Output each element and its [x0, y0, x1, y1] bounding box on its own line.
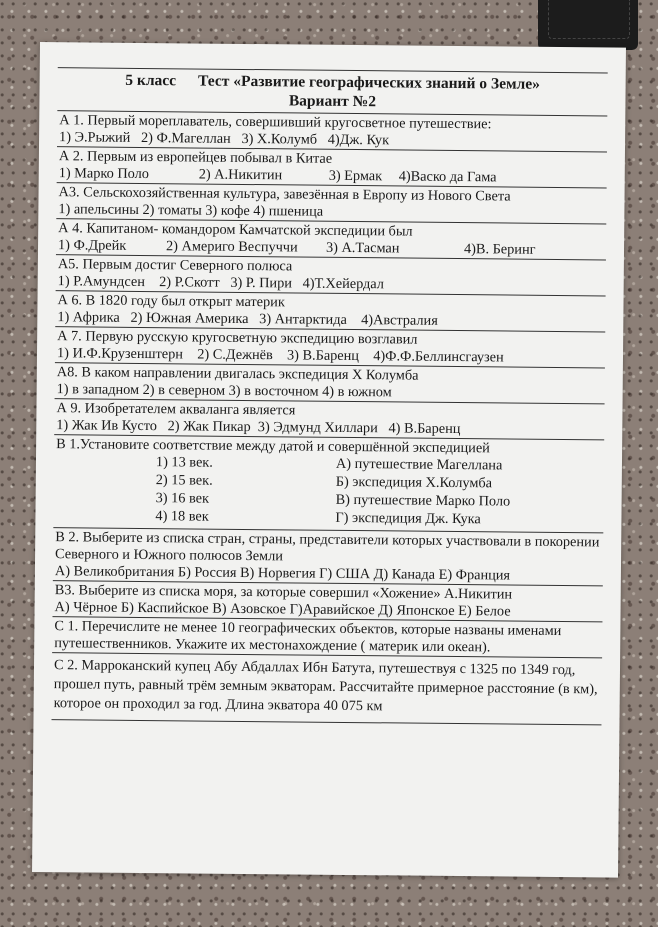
match-left: 2) 15 век. [155, 472, 213, 489]
question-text: А 4. Капитаном- командором Камчатской экспедиции был [58, 220, 413, 240]
option: 4)В. Беринг [463, 241, 536, 258]
option: 4) В.Баренц [388, 420, 461, 438]
question-text: А 9. Изобретателем акваланга является [56, 400, 296, 419]
option: 1) Жак Ив Кусто [56, 417, 158, 435]
option: 3) Эдмунд Хиллари [257, 419, 378, 437]
option: 1) апельсины 2) томаты 3) кофе 4) пшеница [58, 201, 324, 220]
question-c2 [52, 652, 603, 718]
answer-options: А) Чёрное Б) Каспийское В) Азовское Г)Аравийское Д) Японское Е) Белое [54, 599, 511, 620]
question-text: С 1. Перечислите не менее 10 географических объектов, которые названы именами путешественников. Укажите их местонахождение ( материк или океан). [54, 618, 562, 656]
option: 3) Ермак [328, 167, 383, 185]
question-c1 [52, 616, 602, 657]
match-left: 3) 16 век [155, 490, 210, 507]
question-a1 [57, 110, 607, 151]
matching-table [55, 453, 602, 532]
option: 4)Ф.Ф.Беллинсгаузен [373, 348, 504, 366]
answer-options: А) Великобритания Б) Россия В) Норвегия Г) США Д) Канада Е) Франция [54, 563, 511, 584]
question-text: А5. Первым достиг Северного полюса [57, 256, 293, 275]
option: 1) Ф.Дрейк [57, 237, 127, 254]
question-a5 [56, 254, 606, 295]
question-text: В 2. Выберите из списка стран, страны, представители которых участвовали в покорении Северного и Южного полюсов Земли [55, 529, 600, 565]
option: 1) в западном 2) в северном 3) в восточном 4) в южном [56, 381, 392, 401]
option: 4)Васко да Гама [398, 168, 497, 186]
question-text: В3. Выберите из списка моря, за которые совершил «Хожение» А.Никитин [54, 582, 513, 603]
option: 1) Марко Поло [58, 165, 150, 183]
option: 1) И.Ф.Крузенштерн [56, 345, 184, 363]
question-text: А 7. Первую русскую кругосветную экспедицию возглавил [57, 328, 418, 348]
option: 2) Жак Пикар [167, 418, 251, 436]
option: 4)Т.Хейердал [302, 275, 385, 293]
option: 3) А.Тасман [325, 239, 400, 257]
question-text: А8. В каком направлении двигалась экспедиция Х Колумба [56, 364, 419, 384]
question-b3 [52, 580, 602, 621]
strap-stitching [548, 0, 630, 39]
match-right: Б) экспедиция Х.Колумба [335, 473, 493, 492]
question-text: В 1.Установите соответствие между датой и совершённой экспедицией [56, 436, 490, 457]
test-header [57, 67, 607, 115]
question-a7 [55, 326, 605, 367]
test-sheet [32, 42, 626, 878]
question-a3 [56, 182, 606, 223]
question-a4 [56, 218, 606, 259]
option: 3) Р. Пири [230, 274, 293, 292]
option: 4)Дж. Кук [327, 131, 390, 149]
test-content [51, 67, 607, 725]
option: 4)Австралия [361, 312, 438, 329]
option: 2) С.Дежнёв [197, 346, 273, 364]
question-text: А 1. Первый мореплаватель, совершивший кругосветное путешествие: [59, 112, 492, 133]
question-a8 [55, 362, 605, 403]
question-a2 [57, 146, 607, 187]
option: 3) В.Баренц [286, 347, 360, 365]
match-right: Г) экспедиция Дж. Кука [335, 509, 481, 528]
question-b2 [53, 527, 603, 585]
option: 1) Э.Рыжий [59, 129, 131, 146]
option: 2) Америго Веспуччи [165, 238, 298, 256]
match-left: 1) 13 век. [155, 454, 213, 471]
question-text: А 2. Первым из европейцев побывал в Китае [58, 148, 333, 167]
option: 1) Африка [57, 309, 120, 326]
option: 1) Р.Амундсен [57, 273, 145, 291]
match-left: 4) 18 век [155, 508, 209, 525]
variant-label: Вариант №2 [288, 92, 377, 111]
grade-label: 5 класс [125, 71, 177, 90]
test-title: Тест «Развитие географических знаний о Земле» [198, 72, 540, 93]
question-text: С 2. Марроканский купец Абу Абдаллах Ибн Батута, путешествуя с 1325 по 1349 год, прошел путь, равный трём земным экваторам. Рассчитайте примерное расстояние (в км), которое он проходил за год. Длина экватора 40 075 км [53, 657, 598, 715]
match-right: А) путешествие Магеллана [335, 455, 503, 474]
option: 3) Х.Колумб [241, 130, 318, 148]
bottom-rule [51, 719, 601, 725]
question-a9 [54, 398, 604, 439]
option: 2) А.Никитин [198, 166, 283, 184]
question-text: А3. Сельскохозяйственная культура, завезённая в Европу из Нового Света [58, 184, 511, 205]
match-right: В) путешествие Марко Поло [335, 491, 511, 510]
option: 3) Антарктида [259, 311, 347, 328]
question-text: А 6. В 1820 году был открыт материк [57, 292, 285, 311]
option: 2) Ф.Магеллан [140, 129, 231, 147]
option: 2) Южная Америка [130, 309, 249, 328]
option: 2) Р.Скотт [159, 274, 220, 291]
question-a6 [55, 290, 605, 331]
question-b1 [53, 434, 604, 532]
